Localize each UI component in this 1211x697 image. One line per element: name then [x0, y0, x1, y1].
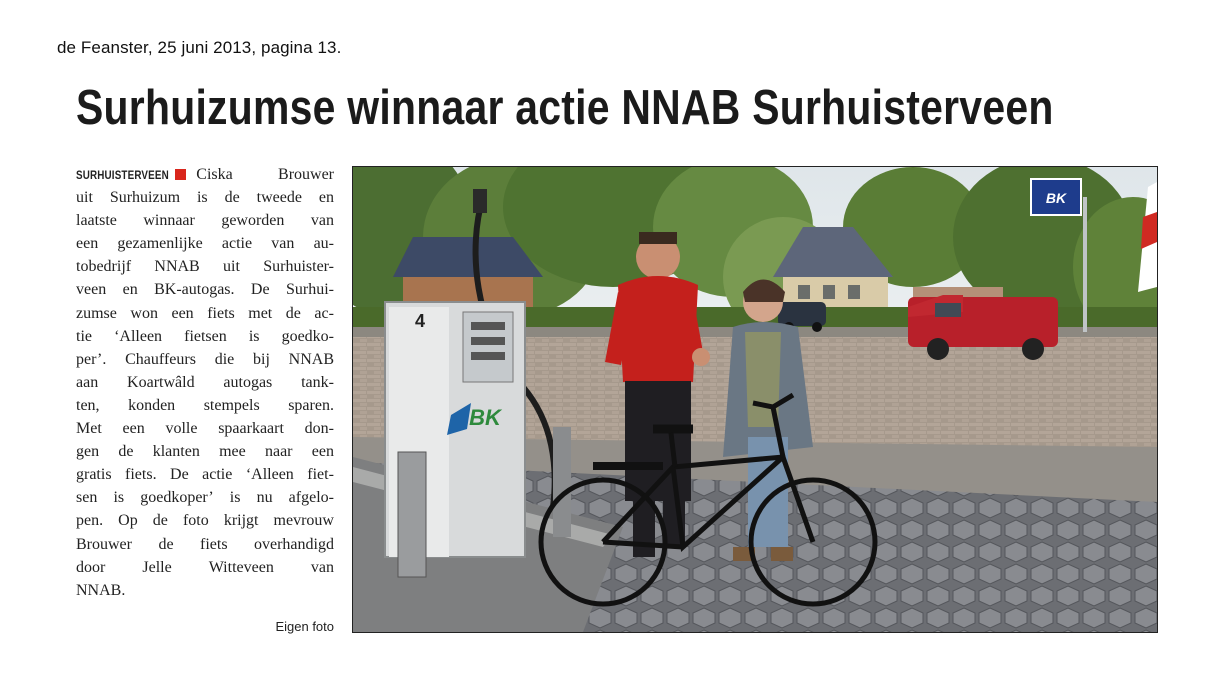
source-citation: de Feanster, 25 juni 2013, pagina 13. — [57, 38, 342, 57]
article-text-line — [76, 278, 334, 301]
word: ‘Alleen — [114, 327, 163, 345]
word: die — [214, 350, 235, 368]
word: door — [76, 558, 106, 576]
word: met — [248, 304, 273, 322]
word: actie — [221, 235, 253, 253]
article-text-line — [76, 371, 334, 394]
photo-credit: Eigen foto — [275, 619, 334, 634]
word: de — [224, 189, 240, 207]
word: een — [76, 235, 99, 253]
word: gezamenlijke — [117, 235, 203, 253]
news-photo — [352, 166, 1158, 633]
dateline: SURHUISTERVEEN — [76, 168, 169, 182]
article-text-line: NNAB. — [76, 581, 126, 599]
word: gratis — [76, 466, 112, 484]
word: overhandigd — [254, 535, 334, 553]
word: Ciska — [196, 166, 233, 183]
word: konden — [128, 396, 176, 414]
article-text-line — [76, 302, 334, 325]
word: mee — [219, 443, 246, 461]
word: NNAB — [154, 258, 200, 276]
word: veen — [76, 281, 107, 299]
word: don- — [304, 420, 334, 438]
word: is — [113, 489, 125, 507]
pump-number: 4 — [415, 311, 426, 331]
word: van — [310, 558, 334, 576]
word: stempels — [203, 396, 260, 414]
word: ‘Alleen — [245, 466, 294, 484]
word: Witteveen — [208, 558, 274, 576]
photo-illustration — [353, 167, 1157, 632]
word: Surhui- — [285, 281, 334, 299]
article-text-line — [76, 325, 334, 348]
word: fiets. — [125, 466, 157, 484]
word: nu — [256, 489, 273, 507]
word: volle — [165, 420, 198, 438]
word: fiet- — [307, 466, 334, 484]
lead-in — [76, 163, 194, 186]
article-text-line — [76, 417, 334, 440]
word: afgelo- — [288, 489, 334, 507]
article-line-1 — [76, 163, 334, 186]
word: is — [229, 489, 241, 507]
article-text-line — [76, 232, 334, 255]
word: van — [271, 235, 295, 253]
word: foto — [182, 512, 209, 530]
word: sparen. — [288, 396, 334, 414]
word: een — [171, 304, 194, 322]
word: zumse — [76, 304, 117, 322]
word: ac- — [314, 304, 334, 322]
word: sen — [76, 489, 98, 507]
word: een — [122, 420, 145, 438]
word: per’. — [76, 350, 107, 368]
word: en — [122, 281, 138, 299]
word: naar — [264, 443, 293, 461]
word: winnaar — [143, 212, 195, 230]
word: Brouwer — [278, 166, 334, 183]
word: De — [170, 466, 189, 484]
article-text-line — [76, 533, 334, 556]
word: uit — [76, 189, 93, 207]
word: Surhuister- — [263, 258, 334, 276]
word: Op — [118, 512, 138, 530]
word: goedkoper’ — [140, 489, 214, 507]
word: tobedrijf — [76, 258, 132, 276]
word: mevrouw — [273, 512, 334, 530]
bollard — [553, 427, 571, 537]
word: laatste — [76, 212, 117, 230]
word: ten, — [76, 396, 100, 414]
word: de — [158, 535, 174, 553]
bollard — [398, 452, 426, 577]
word: tie — [76, 327, 92, 345]
word: fiets — [207, 304, 235, 322]
word: fietsen — [184, 327, 227, 345]
pump-logo-text: BK — [469, 405, 501, 430]
article-text-line — [76, 463, 334, 486]
word: BK-autogas. — [154, 281, 235, 299]
article-text-line — [76, 186, 334, 209]
red-square-marker — [175, 169, 186, 180]
word: krijgt — [223, 512, 259, 530]
word: en — [318, 189, 334, 207]
word: De — [250, 281, 270, 299]
word: NNAB — [288, 350, 334, 368]
article-text-line — [76, 348, 334, 371]
word: Koartwâld — [127, 373, 195, 391]
word: pen. — [76, 512, 104, 530]
word: is — [248, 327, 260, 345]
word: Brouwer — [76, 535, 132, 553]
article-text-line — [76, 209, 334, 232]
headline: Surhuizumse winnaar actie NNAB Surhuisterveen — [76, 81, 1054, 135]
word: klanten — [152, 443, 200, 461]
word: spaarkaart — [218, 420, 284, 438]
word: autogas — [223, 373, 273, 391]
article-text-line — [76, 509, 334, 532]
word: au- — [313, 235, 334, 253]
word: Met — [76, 420, 102, 438]
word: Surhuizum — [109, 189, 181, 207]
article-body — [76, 163, 334, 602]
article-text-line — [196, 163, 334, 186]
word: goedko- — [281, 327, 334, 345]
word: Chauffeurs — [125, 350, 196, 368]
word: gen — [76, 443, 100, 461]
article-text-line — [76, 255, 334, 278]
word: uit — [223, 258, 240, 276]
word: geworden — [221, 212, 285, 230]
word: een — [311, 443, 334, 461]
word: actie — [202, 466, 233, 484]
word: fiets — [200, 535, 228, 553]
word: bij — [253, 350, 270, 368]
word: is — [196, 189, 208, 207]
word: tweede — [256, 189, 302, 207]
word: de — [152, 512, 168, 530]
word: de — [285, 304, 301, 322]
word: aan — [76, 373, 99, 391]
word: Jelle — [142, 558, 172, 576]
article-text-line — [76, 394, 334, 417]
article-text-line — [76, 556, 334, 579]
word: van — [310, 212, 334, 230]
sign-logo-text: BK — [1045, 190, 1067, 206]
word: de — [118, 443, 134, 461]
article-text-line — [76, 440, 334, 463]
word: won — [130, 304, 158, 322]
handshake — [692, 348, 710, 366]
article-text-line — [76, 486, 334, 509]
word: tank- — [301, 373, 334, 391]
